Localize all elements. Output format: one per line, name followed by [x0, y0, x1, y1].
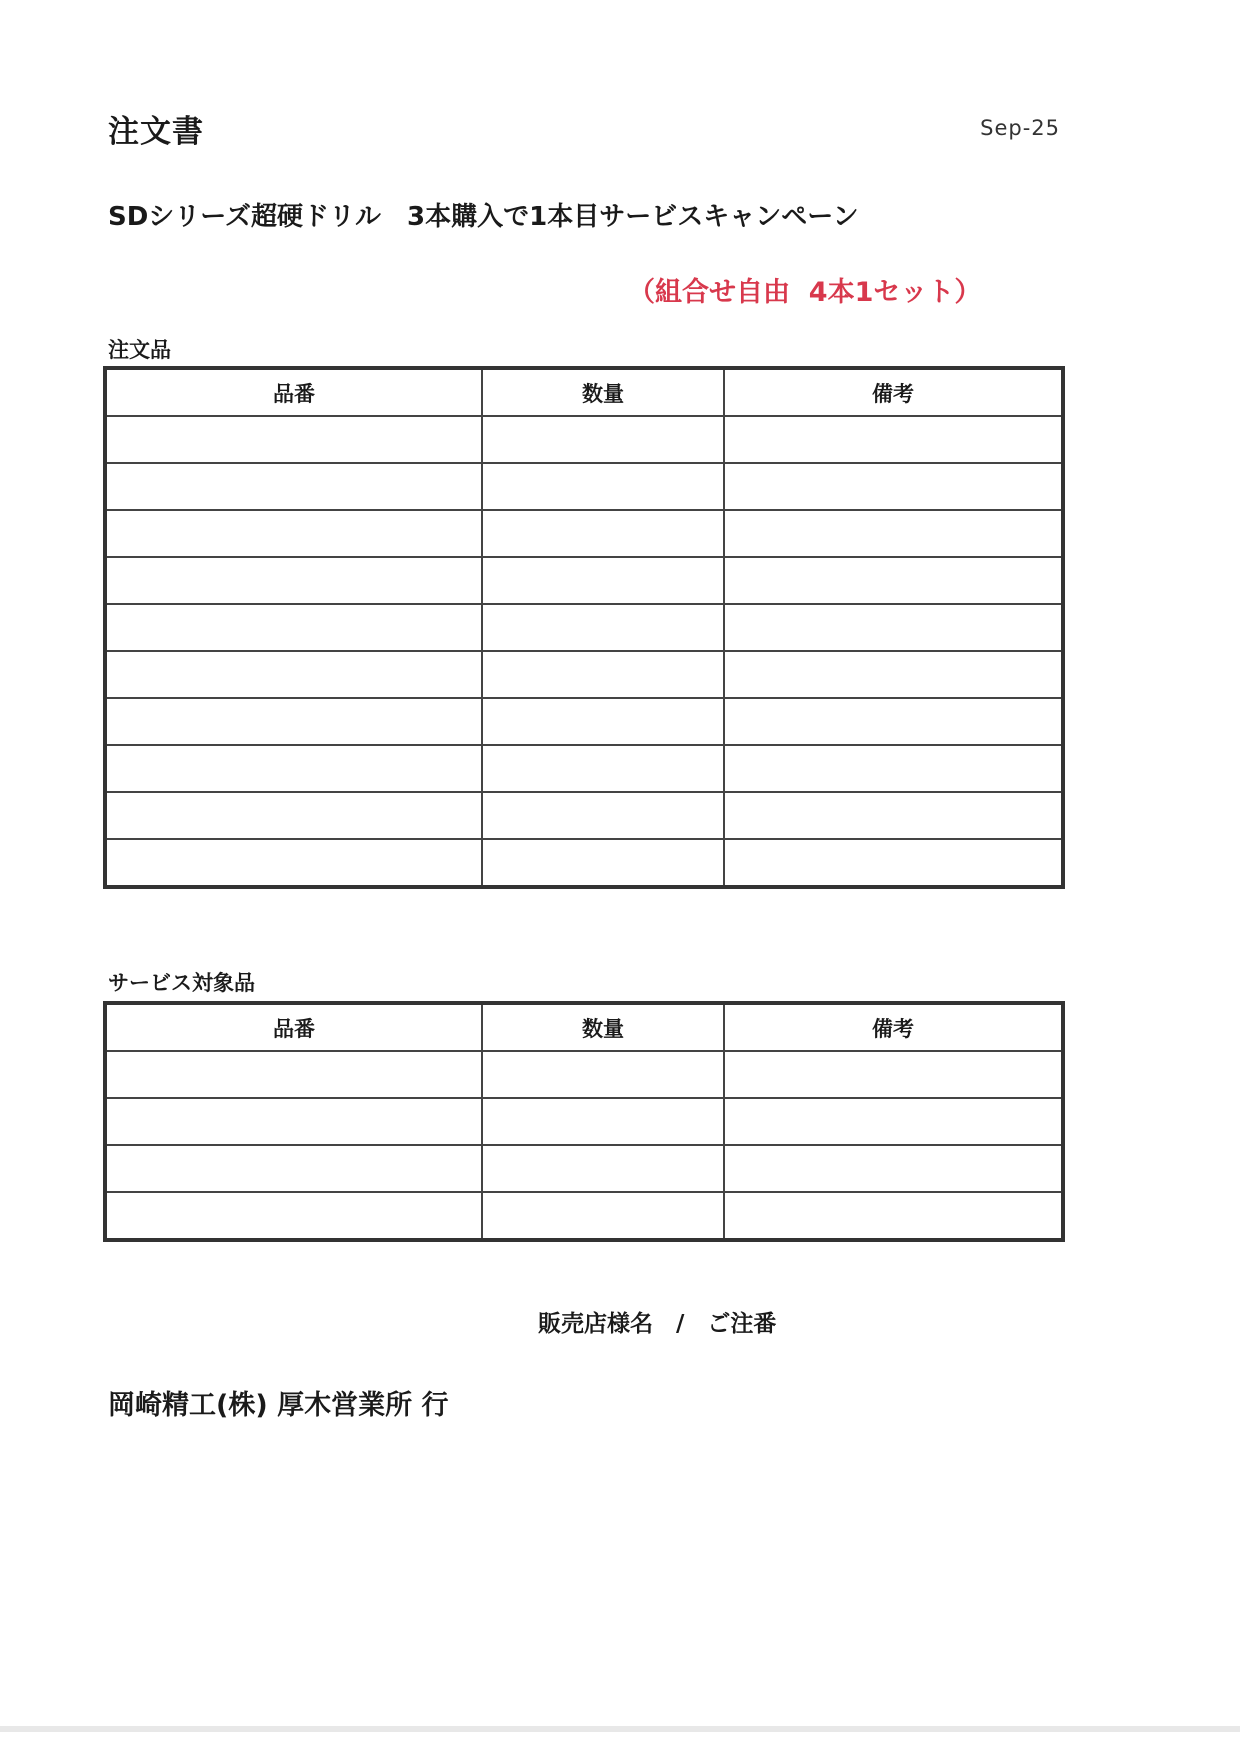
- order-remarks-cell[interactable]: [724, 792, 1063, 839]
- order-remarks-cell[interactable]: [724, 510, 1063, 557]
- order-quantity-cell[interactable]: [482, 463, 724, 510]
- order-quantity-cell[interactable]: [482, 416, 724, 463]
- order-part-number-cell[interactable]: [105, 745, 482, 792]
- order-remarks-cell[interactable]: [724, 745, 1063, 792]
- order-remarks-cell[interactable]: [724, 651, 1063, 698]
- order-row: [105, 839, 1063, 887]
- order-quantity-cell[interactable]: [482, 792, 724, 839]
- order-quantity-cell[interactable]: [482, 604, 724, 651]
- service-quantity-cell[interactable]: [482, 1051, 724, 1098]
- service-row: [105, 1051, 1063, 1098]
- order-remarks-cell[interactable]: [724, 416, 1063, 463]
- order-row: [105, 463, 1063, 510]
- service-table-body: [105, 1051, 1063, 1240]
- service-row: [105, 1192, 1063, 1240]
- order-row: [105, 651, 1063, 698]
- addressee: 岡崎精工(株) 厚木営業所 行: [108, 1390, 449, 1421]
- order-part-number-cell[interactable]: [105, 651, 482, 698]
- service-section-label: サービス対象品: [108, 971, 255, 995]
- order-remarks-cell[interactable]: [724, 557, 1063, 604]
- order-row: [105, 745, 1063, 792]
- order-quantity-cell[interactable]: [482, 510, 724, 557]
- service-row: [105, 1145, 1063, 1192]
- order-row: [105, 416, 1063, 463]
- order-part-number-cell[interactable]: [105, 463, 482, 510]
- order-row: [105, 557, 1063, 604]
- column-header-remarks: 備考: [724, 1003, 1063, 1051]
- order-part-number-cell[interactable]: [105, 698, 482, 745]
- order-quantity-cell[interactable]: [482, 839, 724, 887]
- column-header-part-number: 品番: [105, 368, 482, 416]
- service-remarks-cell[interactable]: [724, 1051, 1063, 1098]
- service-remarks-cell[interactable]: [724, 1145, 1063, 1192]
- order-row: [105, 604, 1063, 651]
- order-row: [105, 792, 1063, 839]
- campaign-note: （組合せ自由 4本1セット）: [628, 277, 982, 308]
- service-part-number-cell[interactable]: [105, 1098, 482, 1145]
- order-quantity-cell[interactable]: [482, 557, 724, 604]
- service-table: [103, 1001, 1065, 1242]
- service-quantity-cell[interactable]: [482, 1192, 724, 1240]
- campaign-headline: SDシリーズ超硬ドリル 3本購入で1本目サービスキャンペーン: [108, 202, 859, 232]
- column-header-quantity: 数量: [482, 368, 724, 416]
- service-part-number-cell[interactable]: [105, 1145, 482, 1192]
- order-part-number-cell[interactable]: [105, 604, 482, 651]
- order-table-body: [105, 416, 1063, 887]
- service-part-number-cell[interactable]: [105, 1051, 482, 1098]
- service-quantity-cell[interactable]: [482, 1145, 724, 1192]
- column-header-remarks: 備考: [724, 368, 1063, 416]
- order-remarks-cell[interactable]: [724, 463, 1063, 510]
- service-part-number-cell[interactable]: [105, 1192, 482, 1240]
- order-remarks-cell[interactable]: [724, 698, 1063, 745]
- document-title: 注文書: [108, 114, 204, 150]
- order-table-header: [105, 368, 1063, 416]
- dealer-name-label: 販売店様名 / ご注番: [538, 1311, 777, 1337]
- service-remarks-cell[interactable]: [724, 1192, 1063, 1240]
- order-remarks-cell[interactable]: [724, 604, 1063, 651]
- service-row: [105, 1098, 1063, 1145]
- order-row: [105, 510, 1063, 557]
- order-part-number-cell[interactable]: [105, 839, 482, 887]
- order-table: [103, 366, 1065, 889]
- page-bottom-edge: [0, 1726, 1240, 1732]
- order-remarks-cell[interactable]: [724, 839, 1063, 887]
- service-quantity-cell[interactable]: [482, 1098, 724, 1145]
- order-row: [105, 698, 1063, 745]
- order-part-number-cell[interactable]: [105, 416, 482, 463]
- order-section-label: 注文品: [108, 338, 171, 362]
- order-part-number-cell[interactable]: [105, 792, 482, 839]
- service-remarks-cell[interactable]: [724, 1098, 1063, 1145]
- document-date: Sep-25: [980, 116, 1060, 140]
- order-part-number-cell[interactable]: [105, 510, 482, 557]
- service-table-header: [105, 1003, 1063, 1051]
- order-quantity-cell[interactable]: [482, 651, 724, 698]
- column-header-part-number: 品番: [105, 1003, 482, 1051]
- column-header-quantity: 数量: [482, 1003, 724, 1051]
- order-quantity-cell[interactable]: [482, 745, 724, 792]
- order-part-number-cell[interactable]: [105, 557, 482, 604]
- order-quantity-cell[interactable]: [482, 698, 724, 745]
